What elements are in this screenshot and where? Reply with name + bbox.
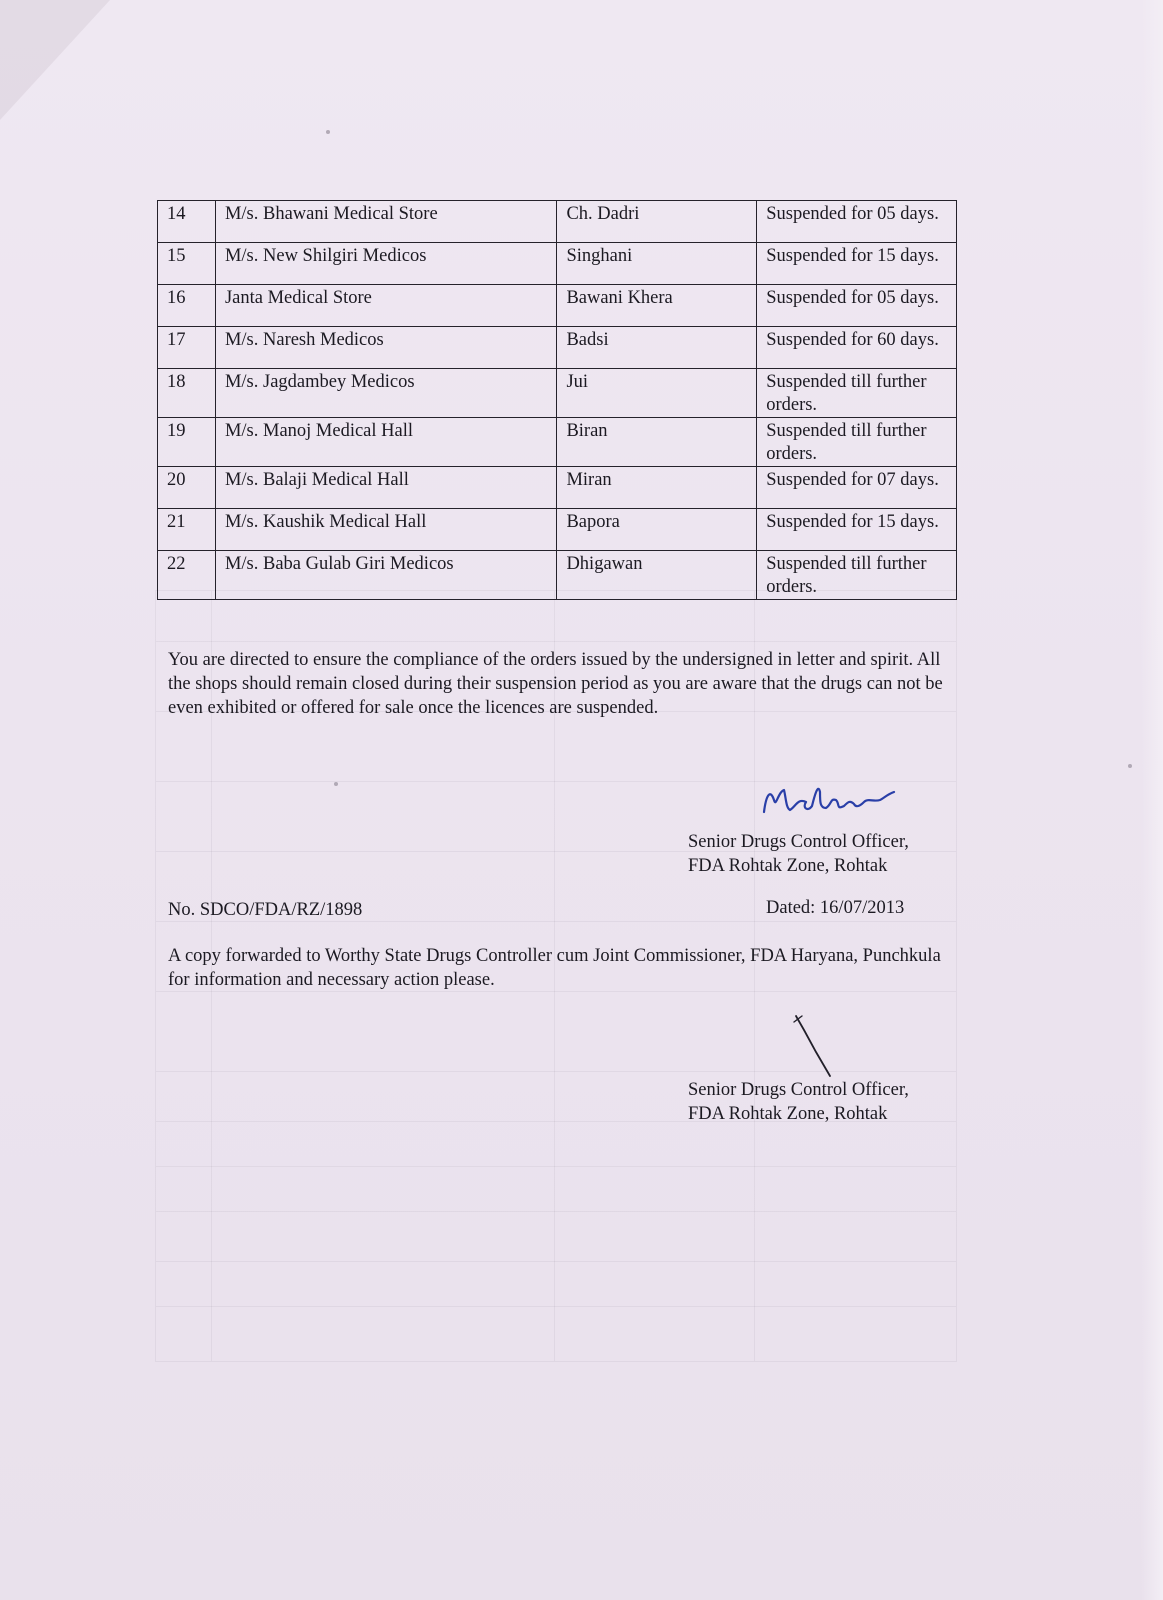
suspension-status-cell: Suspended till further orders.	[757, 369, 957, 418]
scan-speck	[334, 782, 338, 786]
suspension-status-cell: Suspended for 60 days.	[757, 327, 957, 369]
suspension-status-cell: Suspended for 15 days.	[757, 243, 957, 285]
reference-date: Dated: 16/07/2013	[766, 898, 905, 918]
serial-number-cell: 22	[158, 551, 216, 600]
place-cell: Dhigawan	[557, 551, 757, 600]
place-cell: Miran	[557, 467, 757, 509]
table-row	[158, 467, 957, 509]
suspension-orders-table	[157, 200, 957, 600]
signatory-block	[688, 830, 909, 878]
suspension-status-cell: Suspended for 05 days.	[757, 201, 957, 243]
scan-speck	[326, 130, 330, 134]
table-row	[158, 243, 957, 285]
scan-speck	[1128, 764, 1132, 768]
signatory-office: FDA Rohtak Zone, Rohtak	[688, 856, 888, 876]
place-cell: Bawani Khera	[557, 285, 757, 327]
firm-name-cell: M/s. Balaji Medical Hall	[215, 467, 556, 509]
serial-number-cell: 18	[158, 369, 216, 418]
pen-initial-mark	[790, 1012, 840, 1082]
serial-number-cell: 17	[158, 327, 216, 369]
serial-number-cell: 21	[158, 509, 216, 551]
place-cell: Ch. Dadri	[557, 201, 757, 243]
suspension-status-cell: Suspended till further orders.	[757, 418, 957, 467]
suspension-status-cell: Suspended for 07 days.	[757, 467, 957, 509]
folded-corner	[0, 0, 110, 120]
signatory-designation: Senior Drugs Control Officer,	[688, 832, 909, 852]
table-body	[158, 201, 957, 600]
table-row	[158, 418, 957, 467]
firm-name-cell: M/s. Kaushik Medical Hall	[215, 509, 556, 551]
signatory-block-copy	[688, 1078, 909, 1126]
table-row	[158, 285, 957, 327]
table-row	[158, 369, 957, 418]
firm-name-cell: M/s. Bhawani Medical Store	[215, 201, 556, 243]
page-edge	[1141, 0, 1163, 1600]
reference-number: No. SDCO/FDA/RZ/1898	[168, 900, 363, 920]
firm-name-cell: M/s. New Shilgiri Medicos	[215, 243, 556, 285]
firm-name-cell: M/s. Jagdambey Medicos	[215, 369, 556, 418]
handwritten-signature	[756, 778, 906, 828]
firm-name-cell: M/s. Naresh Medicos	[215, 327, 556, 369]
signatory-designation: Senior Drugs Control Officer,	[688, 1080, 909, 1100]
suspension-status-cell: Suspended till further orders.	[757, 551, 957, 600]
serial-number-cell: 14	[158, 201, 216, 243]
suspension-status-cell: Suspended for 05 days.	[757, 285, 957, 327]
suspension-status-cell: Suspended for 15 days.	[757, 509, 957, 551]
copy-forwarded-paragraph: A copy forwarded to Worthy State Drugs Controller cum Joint Commissioner, FDA Haryana, Punchkula for information and necessary action please.	[168, 946, 941, 990]
firm-name-cell: M/s. Baba Gulab Giri Medicos	[215, 551, 556, 600]
compliance-paragraph: You are directed to ensure the compliance of the orders issued by the undersigned in letter and spirit. All the shops should remain closed during their suspension period as you are aware that the drugs can not be even exhibited or offered for sale once the licences are suspended.	[168, 650, 943, 718]
place-cell: Bapora	[557, 509, 757, 551]
serial-number-cell: 19	[158, 418, 216, 467]
place-cell: Badsi	[557, 327, 757, 369]
table-row	[158, 509, 957, 551]
table-row	[158, 201, 957, 243]
firm-name-cell: Janta Medical Store	[215, 285, 556, 327]
serial-number-cell: 16	[158, 285, 216, 327]
serial-number-cell: 20	[158, 467, 216, 509]
place-cell: Jui	[557, 369, 757, 418]
table-row	[158, 327, 957, 369]
place-cell: Biran	[557, 418, 757, 467]
serial-number-cell: 15	[158, 243, 216, 285]
table-row	[158, 551, 957, 600]
place-cell: Singhani	[557, 243, 757, 285]
signatory-office: FDA Rohtak Zone, Rohtak	[688, 1104, 888, 1124]
firm-name-cell: M/s. Manoj Medical Hall	[215, 418, 556, 467]
